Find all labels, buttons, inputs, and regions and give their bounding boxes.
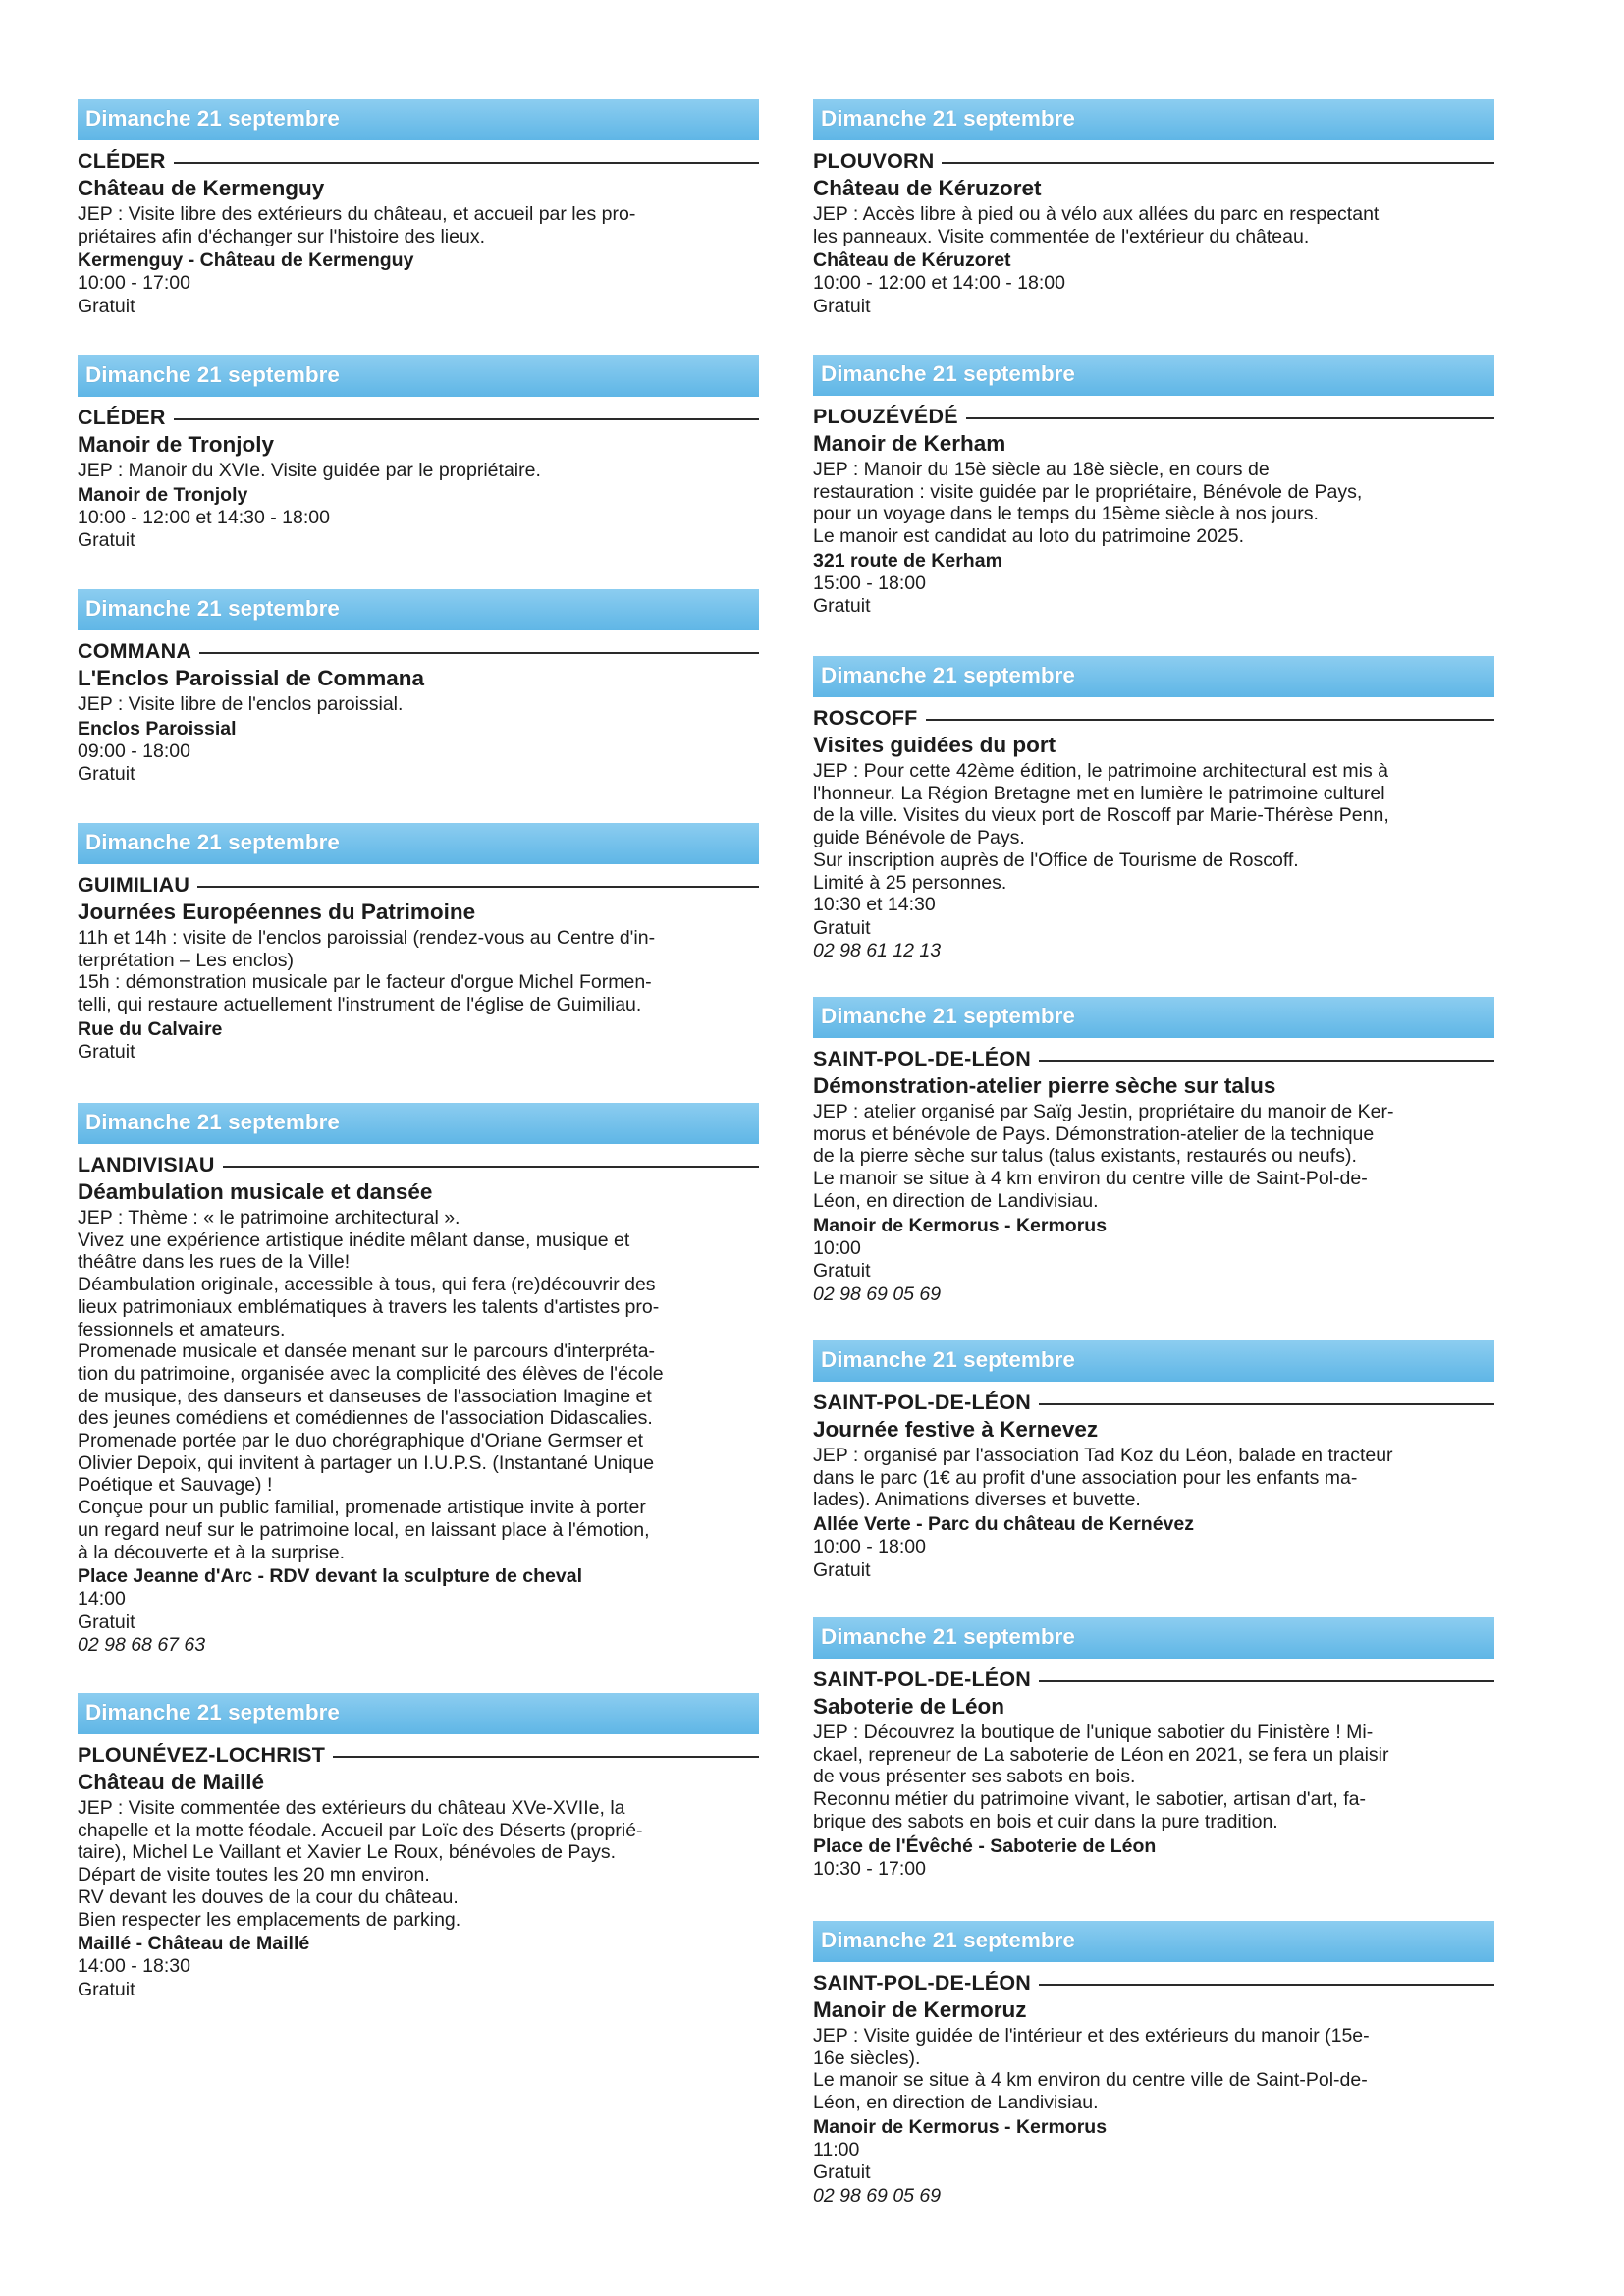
divider-line	[199, 652, 759, 654]
event-description: JEP : Thème : « le patrimoine architectural ». Vivez une expérience artistique inédite mêlant danse, musique et théâtre dans les rues de la Ville! Déambulation originale, accessible à tous, qui fera (re)découvrir des lieux patrimoniaux emblématiques à travers les talents d'artistes pro- fessionnels et amateurs. Promenade musicale et dansée menant sur le parcours d'interpréta- tion du patrimoine, organisée avec la complicité des élèves de l'école de musique, des danseurs et danseuses de l'association Imagine et des jeunes comédiens et comédiennes de l'association Didascalies. Promenade portée par le duo chorégraphique d'Oriane Germser et Olivier Depoix, qui invitent à partager un I.U.P.S. (Instantané Unique Poétique et Sauvage) ! Conçue pour un public familial, promenade artistique invite à porter un regard neuf sur le patrimoine local, en laissant place à l'émotion, à la découverte et à la surprise.	[78, 1207, 664, 1563]
divider-line	[197, 886, 759, 888]
event-date-banner: Dimanche 21 septembre	[78, 823, 759, 864]
event-price: Gratuit	[78, 1978, 135, 2000]
event-time: 10:00 - 18:00	[813, 1536, 926, 1558]
event-price: Gratuit	[813, 295, 871, 317]
event-town-line	[813, 1046, 1494, 1072]
event-date-banner: Dimanche 21 septembre	[813, 1340, 1494, 1382]
event-place: 321 route de Kerham	[813, 549, 1002, 572]
event-town: SAINT-POL-DE-LÉON	[813, 1391, 1031, 1414]
event-town: SAINT-POL-DE-LÉON	[813, 1971, 1031, 1995]
event-description: JEP : Visite commentée des extérieurs du château XVe-XVIIe, la chapelle et la motte féodale. Accueil par Loïc des Déserts (proprié- taire), Michel Le Vaillant et Xavier Le Roux, bénévoles de Pays. Départ de visite toutes les 20 mn environ. RV devant les douves de la cour du château. Bien respecter les emplacements de parking.	[78, 1797, 643, 1931]
event-place: Place Jeanne d'Arc - RDV devant la sculpture de cheval	[78, 1565, 582, 1588]
event-title: Manoir de Kerham	[813, 431, 1006, 456]
divider-line	[333, 1756, 759, 1758]
event-town: PLOUZÉVÉDÉ	[813, 405, 958, 428]
event-town-line	[78, 1152, 759, 1178]
event-phone: 02 98 69 05 69	[813, 1283, 942, 1305]
divider-line	[1039, 1680, 1494, 1682]
event-date-banner: Dimanche 21 septembre	[78, 1103, 759, 1144]
event-place: Manoir de Kermorus - Kermorus	[813, 2115, 1108, 2138]
event-place: Maillé - Château de Maillé	[78, 1933, 310, 1955]
event-date-banner: Dimanche 21 septembre	[813, 1617, 1494, 1659]
event-town-line	[78, 148, 759, 175]
divider-line	[1039, 1403, 1494, 1405]
divider-line	[926, 719, 1494, 721]
event-date-banner: Dimanche 21 septembre	[78, 99, 759, 140]
event-place: Enclos Paroissial	[78, 717, 237, 739]
event-title: Journée festive à Kernevez	[813, 1417, 1099, 1442]
event-card	[813, 656, 1494, 963]
event-town: SAINT-POL-DE-LÉON	[813, 1667, 1031, 1691]
event-place: Place de l'Évêché - Saboterie de Léon	[813, 1834, 1157, 1857]
event-title: Manoir de Kermoruz	[813, 1997, 1027, 2022]
event-card	[813, 1617, 1494, 1881]
event-town-line	[78, 638, 759, 665]
event-town-line	[78, 1742, 759, 1769]
event-title: Saboterie de Léon	[813, 1694, 1005, 1719]
event-description: JEP : Visite guidée de l'intérieur et des extérieurs du manoir (15e- 16e siècles). Le manoir se situe à 4 km environ du centre ville de Saint-Pol-de- Léon, en direction de Landivisiau.	[813, 2025, 1370, 2114]
event-time: 14:00	[78, 1588, 126, 1611]
event-time: 10:00 - 12:00 et 14:30 - 18:00	[78, 506, 330, 528]
event-town-line	[813, 1970, 1494, 1996]
divider-line	[223, 1166, 759, 1168]
event-card	[813, 997, 1494, 1306]
event-time: 11:00	[813, 2138, 860, 2160]
event-town-line	[813, 1390, 1494, 1416]
event-date-banner: Dimanche 21 septembre	[813, 997, 1494, 1038]
divider-line	[966, 417, 1494, 419]
event-date-banner: Dimanche 21 septembre	[813, 99, 1494, 140]
event-description: JEP : Visite libre de l'enclos paroissial.	[78, 693, 404, 715]
event-town: PLOUNÉVEZ-LOCHRIST	[78, 1743, 326, 1767]
event-title: Journées Européennes du Patrimoine	[78, 900, 476, 924]
event-place: Allée Verte - Parc du château de Kernévez	[813, 1513, 1195, 1536]
event-time: 09:00 - 18:00	[78, 739, 190, 762]
event-town: CLÉDER	[78, 149, 166, 173]
event-price: Gratuit	[813, 1260, 871, 1283]
event-time: 10:00 - 12:00 et 14:00 - 18:00	[813, 272, 1065, 295]
event-place: Kermenguy - Château de Kermenguy	[78, 249, 414, 272]
event-card	[78, 823, 759, 1064]
event-description: JEP : Manoir du XVIe. Visite guidée par le propriétaire.	[78, 460, 541, 481]
event-place: Manoir de Kermorus - Kermorus	[813, 1214, 1108, 1236]
event-card	[78, 1103, 759, 1658]
event-phone: 02 98 68 67 63	[78, 1634, 206, 1657]
event-phone: 02 98 61 12 13	[813, 940, 942, 962]
event-date-banner: Dimanche 21 septembre	[813, 656, 1494, 697]
event-town: SAINT-POL-DE-LÉON	[813, 1047, 1031, 1070]
event-time: 10:30 - 17:00	[813, 1857, 926, 1880]
event-description: JEP : Manoir du 15è siècle au 18è siècle, en cours de restauration : visite guidée par le propriétaire, Bénévole de Pays, pour un voyage dans le temps du 15ème siècle à nos jours. Le manoir est candidat au loto du patrimoine 2025.	[813, 459, 1363, 548]
event-date-banner: Dimanche 21 septembre	[813, 355, 1494, 396]
event-description: JEP : Pour cette 42ème édition, le patrimoine architectural est mis à l'honneur. La Région Bretagne met en lumière le patrimoine culturel de la ville. Visites du vieux port de Roscoff par Marie-Thérèse Penn, guide Bénévole de Pays. Sur inscription auprès de l'Office de Tourisme de Roscoff. Limité à 25 personnes.	[813, 760, 1389, 894]
event-title: Château de Kermenguy	[78, 176, 325, 200]
event-town: COMMANA	[78, 639, 192, 663]
event-time: 15:00 - 18:00	[813, 572, 926, 594]
event-price: Gratuit	[78, 1611, 135, 1633]
event-time: 10:30 et 14:30	[813, 894, 936, 916]
event-description: JEP : Visite libre des extérieurs du château, et accueil par les pro- priétaires afin d'échanger sur l'histoire des lieux.	[78, 203, 636, 247]
divider-line	[1039, 1060, 1494, 1062]
event-card	[78, 589, 759, 787]
event-card	[813, 1340, 1494, 1582]
event-price: Gratuit	[813, 916, 871, 939]
event-town-line	[813, 1667, 1494, 1693]
event-title: Démonstration-atelier pierre sèche sur talus	[813, 1073, 1276, 1098]
event-description: JEP : Découvrez la boutique de l'unique sabotier du Finistère ! Mi- ckael, repreneur de La saboterie de Léon en 2021, se fera un plaisir de vous présenter ses sabots en bois. Reconnu métier du patrimoine vivant, le sabotier, artisan d'art, fa- brique des sabots en bois et cuir dans la pure tradition.	[813, 1722, 1389, 1832]
event-place: Rue du Calvaire	[78, 1017, 223, 1040]
event-place: Château de Kéruzoret	[813, 249, 1011, 272]
event-town: GUIMILIAU	[78, 873, 190, 897]
event-date-banner: Dimanche 21 septembre	[78, 355, 759, 397]
event-card	[813, 99, 1494, 318]
event-town: LANDIVISIAU	[78, 1153, 215, 1176]
event-town-line	[813, 148, 1494, 175]
event-town: PLOUVORN	[813, 149, 935, 173]
event-time: 14:00 - 18:30	[78, 1955, 190, 1978]
event-title: Visites guidées du port	[813, 733, 1056, 757]
event-town-line	[78, 405, 759, 431]
event-price: Gratuit	[78, 763, 135, 786]
event-place: Manoir de Tronjoly	[78, 483, 248, 506]
event-price: Gratuit	[78, 1040, 135, 1063]
event-town-line	[813, 705, 1494, 732]
event-town: ROSCOFF	[813, 706, 918, 730]
event-time: 10:00 - 17:00	[78, 272, 190, 295]
event-price: Gratuit	[813, 2161, 871, 2184]
event-price: Gratuit	[813, 1558, 871, 1581]
event-card	[78, 355, 759, 553]
event-description: JEP : organisé par l'association Tad Koz du Léon, balade en tracteur dans le parc (1€ au profit d'une association pour les enfants ma- lades). Animations diverses et buvette.	[813, 1445, 1393, 1511]
event-price: Gratuit	[78, 295, 135, 317]
event-description: JEP : atelier organisé par Saïg Jestin, propriétaire du manoir de Ker- morus et bénévole de Pays. Démonstration-atelier de la technique de la pierre sèche sur talus (talus existants, restaurés ou neufs). Le manoir se situe à 4 km environ du centre ville de Saint-Pol-de- Léon, en direction de Landivisiau.	[813, 1101, 1394, 1212]
event-card	[78, 99, 759, 318]
event-town-line	[813, 404, 1494, 430]
event-price: Gratuit	[813, 595, 871, 618]
event-card	[813, 355, 1494, 619]
event-time: 10:00	[813, 1236, 861, 1259]
event-card	[813, 1921, 1494, 2208]
event-title: Déambulation musicale et dansée	[78, 1179, 433, 1204]
event-date-banner: Dimanche 21 septembre	[78, 589, 759, 630]
event-title: Château de Maillé	[78, 1770, 265, 1794]
event-phone: 02 98 69 05 69	[813, 2184, 942, 2207]
divider-line	[942, 162, 1494, 164]
event-town: CLÉDER	[78, 406, 166, 429]
event-date-banner: Dimanche 21 septembre	[813, 1921, 1494, 1962]
event-price: Gratuit	[78, 529, 135, 552]
event-card	[78, 1693, 759, 2001]
event-title: Manoir de Tronjoly	[78, 432, 275, 457]
event-date-banner: Dimanche 21 septembre	[78, 1693, 759, 1734]
divider-line	[1039, 1984, 1494, 1986]
divider-line	[174, 162, 759, 164]
event-title: Château de Kéruzoret	[813, 176, 1042, 200]
divider-line	[174, 418, 759, 420]
event-town-line	[78, 872, 759, 899]
event-description: 11h et 14h : visite de l'enclos paroissial (rendez-vous au Centre d'in- terprétation – Les enclos) 15h : démonstration musicale par le facteur d'orgue Michel Formen- telli, qui restaure actuellement l'instrument de l'église de Guimiliau.	[78, 927, 656, 1016]
event-description: JEP : Accès libre à pied ou à vélo aux allées du parc en respectant les panneaux. Visite commentée de l'extérieur du château.	[813, 203, 1380, 247]
event-title: L'Enclos Paroissial de Commana	[78, 666, 424, 690]
